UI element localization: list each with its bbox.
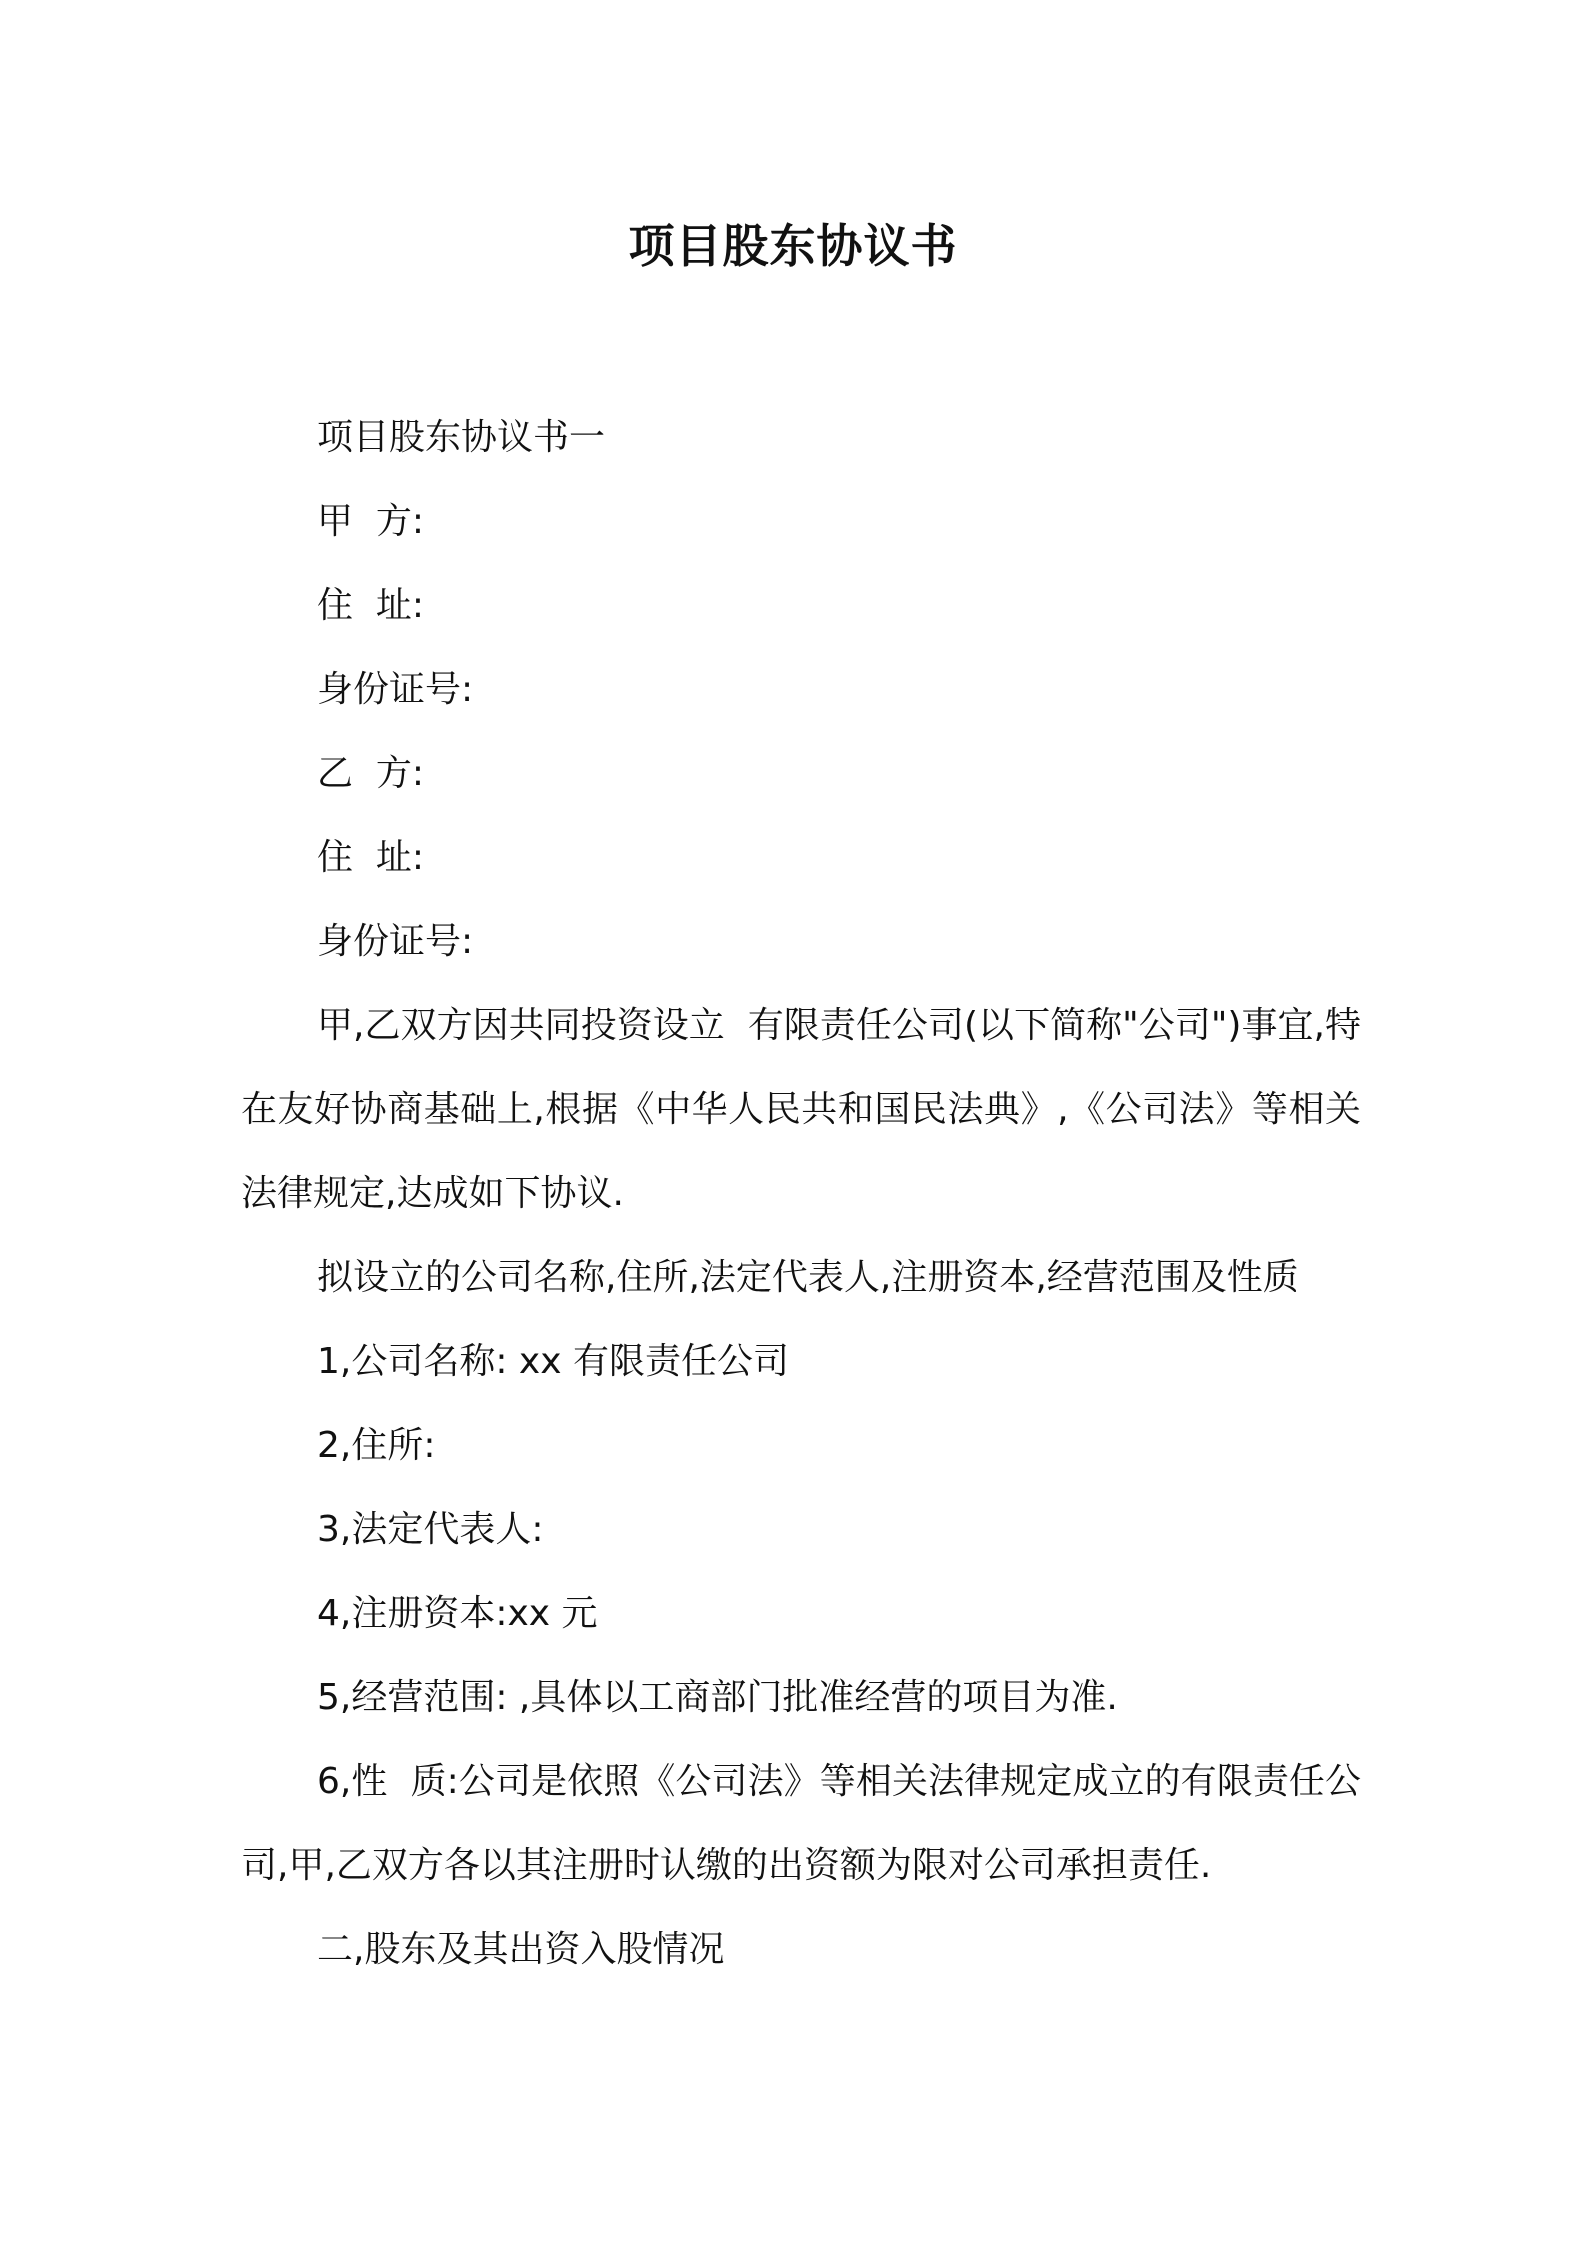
list-item-nature: 6,性 质:公司是依照《公司法》等相关法律规定成立的有限责任公司,甲,乙双方各以其注册时认缴的出资额为限对公司承担责任. [241,1761,1361,1886]
list-item-legal-representative: 3,法定代表人: [317,1509,544,1550]
section-one-heading: 拟设立的公司名称,住所,法定代表人,注册资本,经营范围及性质 [317,1257,1299,1298]
intro-paragraph: 甲,乙双方因共同投资设立 有限责任公司(以下简称"公司")事宜,特在友好协商基础上,根据《中华人民共和国民法典》,《公司法》等相关法律规定,达成如下协议. [241,1005,1361,1214]
list-item-business-scope: 5,经营范围: ,具体以工商部门批准经营的项目为准. [317,1677,1118,1718]
party-b-label: 乙 方: [317,753,425,794]
party-a-address-label: 住 址: [317,585,425,626]
party-a-label: 甲 方: [317,501,425,542]
document-title: 项目股东协议书 [628,219,958,273]
party-a-id-label: 身份证号: [317,669,474,710]
party-b-address-label: 住 址: [317,837,425,878]
list-item-domicile: 2,住所: [317,1425,436,1466]
document-body [241,396,1361,1992]
party-b-id-label: 身份证号: [317,921,474,962]
list-item-company-name: 1,公司名称: xx 有限责任公司 [317,1341,789,1382]
agreement-subtitle: 项目股东协议书一 [317,417,606,458]
section-two-heading: 二,股东及其出资入股情况 [317,1929,725,1970]
list-item-registered-capital: 4,注册资本:xx 元 [317,1593,598,1634]
